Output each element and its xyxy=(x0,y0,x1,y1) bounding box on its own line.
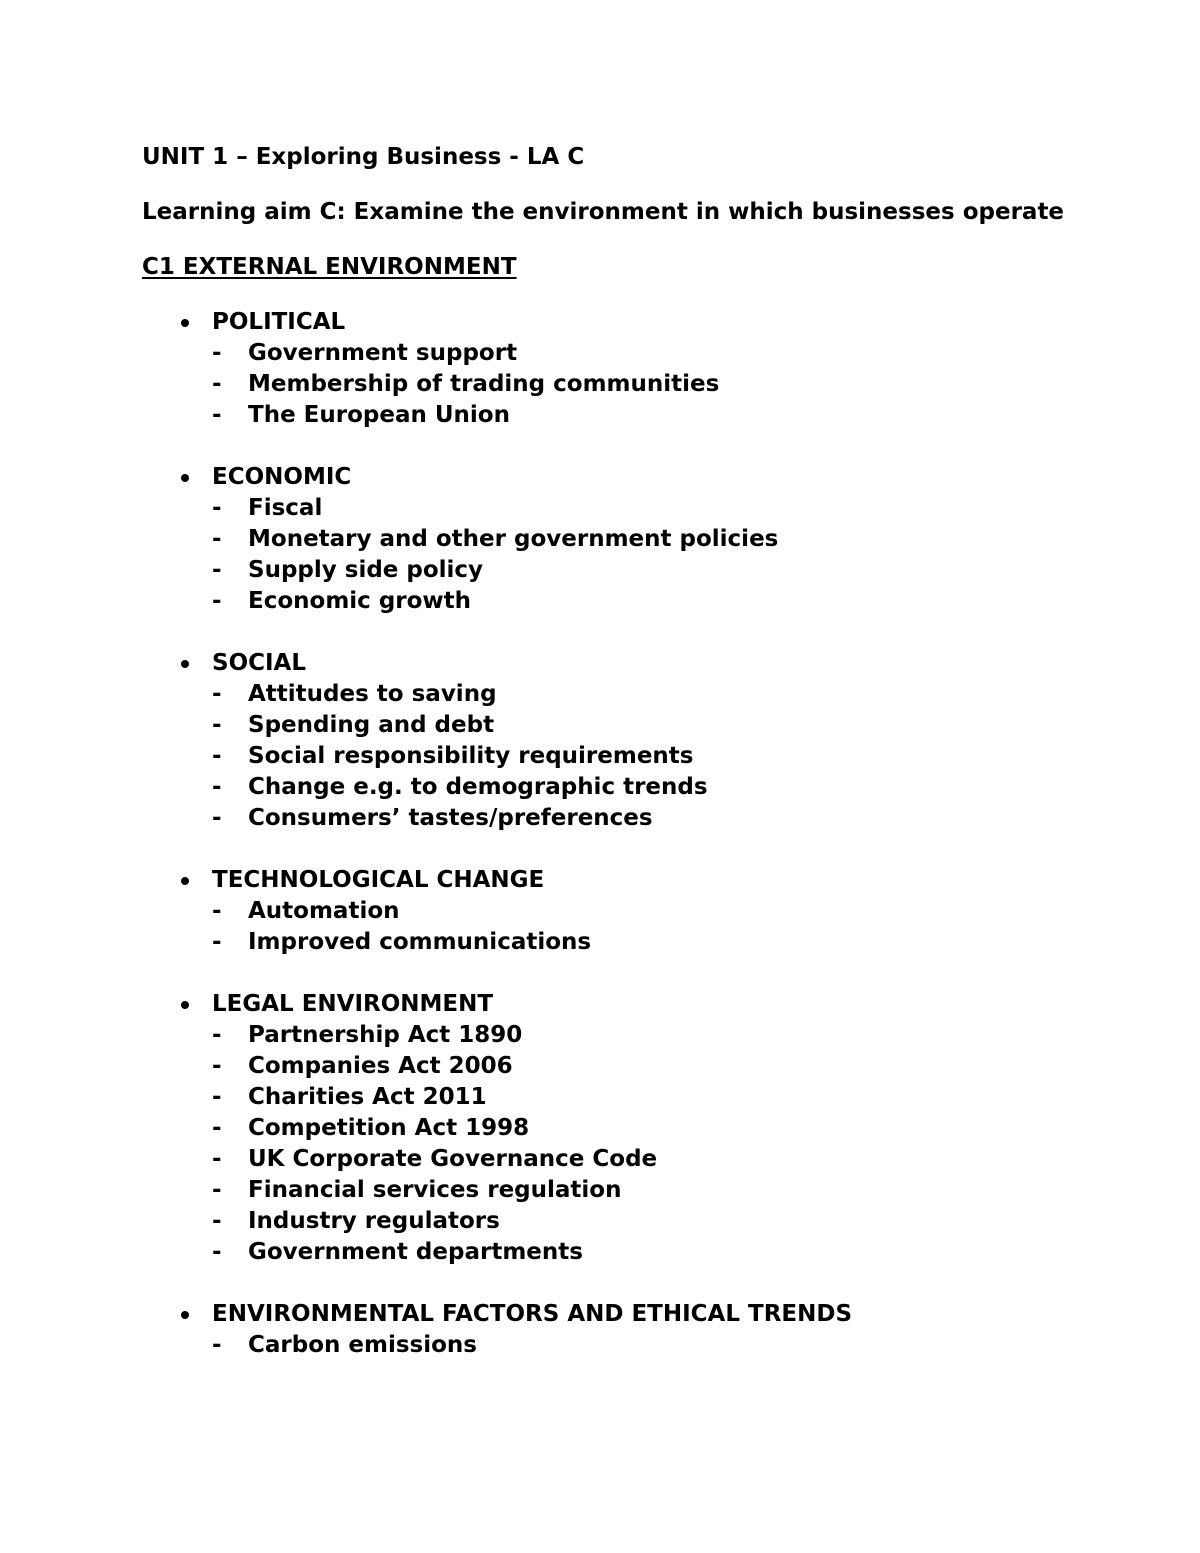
sub-item xyxy=(212,679,1102,710)
dash-icon: - xyxy=(212,557,222,583)
sub-item-text: Improved communications xyxy=(248,929,592,955)
sub-item-list xyxy=(212,1330,1102,1361)
sub-item xyxy=(212,803,1102,834)
bullet-icon xyxy=(175,1299,195,1330)
sub-item xyxy=(212,400,1102,431)
sub-item xyxy=(212,1113,1102,1144)
sub-item xyxy=(212,1051,1102,1082)
learning-aim: Learning aim C: Examine the environment in which businesses operate xyxy=(142,199,1065,225)
sub-item xyxy=(212,1330,1102,1361)
bullet-icon xyxy=(175,462,195,493)
sub-item-text: Supply side policy xyxy=(248,557,484,583)
category-item xyxy=(142,865,1102,958)
sub-item xyxy=(212,741,1102,772)
sub-item xyxy=(212,1237,1102,1268)
sub-item-text: Social responsibility requirements xyxy=(248,743,694,769)
bullet-icon xyxy=(175,307,195,338)
sub-item-text: Industry regulators xyxy=(248,1208,500,1234)
category-label: SOCIAL xyxy=(212,650,307,676)
sub-item xyxy=(212,772,1102,803)
sub-item-text: Consumers’ tastes/preferences xyxy=(248,805,653,831)
dash-icon: - xyxy=(212,1177,222,1203)
sub-item-text: Attitudes to saving xyxy=(248,681,497,707)
sub-item-text: Membership of trading communities xyxy=(248,371,720,397)
sub-item-text: Charities Act 2011 xyxy=(248,1084,487,1110)
sub-item xyxy=(212,1020,1102,1051)
section-heading: C1 EXTERNAL ENVIRONMENT xyxy=(142,254,517,280)
dash-icon: - xyxy=(212,1208,222,1234)
dash-icon: - xyxy=(212,929,222,955)
category-label: ECONOMIC xyxy=(212,464,352,490)
dash-icon: - xyxy=(212,526,222,552)
dash-icon: - xyxy=(212,1084,222,1110)
sub-item-text: Spending and debt xyxy=(248,712,495,738)
sub-item-text: Competition Act 1998 xyxy=(248,1115,530,1141)
sub-item-text: Government support xyxy=(248,340,518,366)
category-label: TECHNOLOGICAL CHANGE xyxy=(212,867,545,893)
dash-icon: - xyxy=(212,402,222,428)
sub-item-text: The European Union xyxy=(248,402,510,428)
sub-item xyxy=(212,1206,1102,1237)
dash-icon: - xyxy=(212,340,222,366)
sub-item xyxy=(212,896,1102,927)
sub-item-text: Economic growth xyxy=(248,588,472,614)
sub-item-list xyxy=(212,338,1102,431)
sub-item xyxy=(212,586,1102,617)
bullet-icon xyxy=(175,648,195,679)
sub-item xyxy=(212,927,1102,958)
dash-icon: - xyxy=(212,743,222,769)
sub-item xyxy=(212,493,1102,524)
sub-item-list xyxy=(212,493,1102,617)
sub-item xyxy=(212,338,1102,369)
category-label: ENVIRONMENTAL FACTORS AND ETHICAL TRENDS xyxy=(212,1301,853,1327)
category-label: POLITICAL xyxy=(212,309,346,335)
category-item xyxy=(142,1299,1102,1361)
sub-item-text: Carbon emissions xyxy=(248,1332,477,1358)
sub-item-text: Change e.g. to demographic trends xyxy=(248,774,708,800)
dash-icon: - xyxy=(212,588,222,614)
sub-item-text: Companies Act 2006 xyxy=(248,1053,513,1079)
sub-item-text: Monetary and other government policies xyxy=(248,526,779,552)
sub-item xyxy=(212,1144,1102,1175)
dash-icon: - xyxy=(212,805,222,831)
dash-icon: - xyxy=(212,1332,222,1358)
category-item xyxy=(142,462,1102,617)
document-title: UNIT 1 – Exploring Business - LA C xyxy=(142,144,585,170)
bullet-icon xyxy=(175,989,195,1020)
sub-item xyxy=(212,369,1102,400)
dash-icon: - xyxy=(212,371,222,397)
sub-item-list xyxy=(212,679,1102,834)
category-label: LEGAL ENVIRONMENT xyxy=(212,991,494,1017)
dash-icon: - xyxy=(212,898,222,924)
dash-icon: - xyxy=(212,1022,222,1048)
category-list xyxy=(142,307,1102,1361)
dash-icon: - xyxy=(212,1239,222,1265)
dash-icon: - xyxy=(212,495,222,521)
sub-item-text: Partnership Act 1890 xyxy=(248,1022,523,1048)
sub-item xyxy=(212,1175,1102,1206)
sub-item-list xyxy=(212,896,1102,958)
category-item xyxy=(142,989,1102,1268)
bullet-icon xyxy=(175,865,195,896)
category-item xyxy=(142,307,1102,431)
sub-item-text: Fiscal xyxy=(248,495,323,521)
category-item xyxy=(142,648,1102,834)
sub-item-text: Government departments xyxy=(248,1239,583,1265)
sub-item xyxy=(212,524,1102,555)
sub-item xyxy=(212,555,1102,586)
document-page xyxy=(142,142,1102,1361)
sub-item xyxy=(212,710,1102,741)
dash-icon: - xyxy=(212,1115,222,1141)
dash-icon: - xyxy=(212,1146,222,1172)
sub-item-list xyxy=(212,1020,1102,1268)
sub-item xyxy=(212,1082,1102,1113)
sub-item-text: UK Corporate Governance Code xyxy=(248,1146,658,1172)
sub-item-text: Automation xyxy=(248,898,400,924)
dash-icon: - xyxy=(212,774,222,800)
dash-icon: - xyxy=(212,681,222,707)
dash-icon: - xyxy=(212,1053,222,1079)
sub-item-text: Financial services regulation xyxy=(248,1177,622,1203)
dash-icon: - xyxy=(212,712,222,738)
